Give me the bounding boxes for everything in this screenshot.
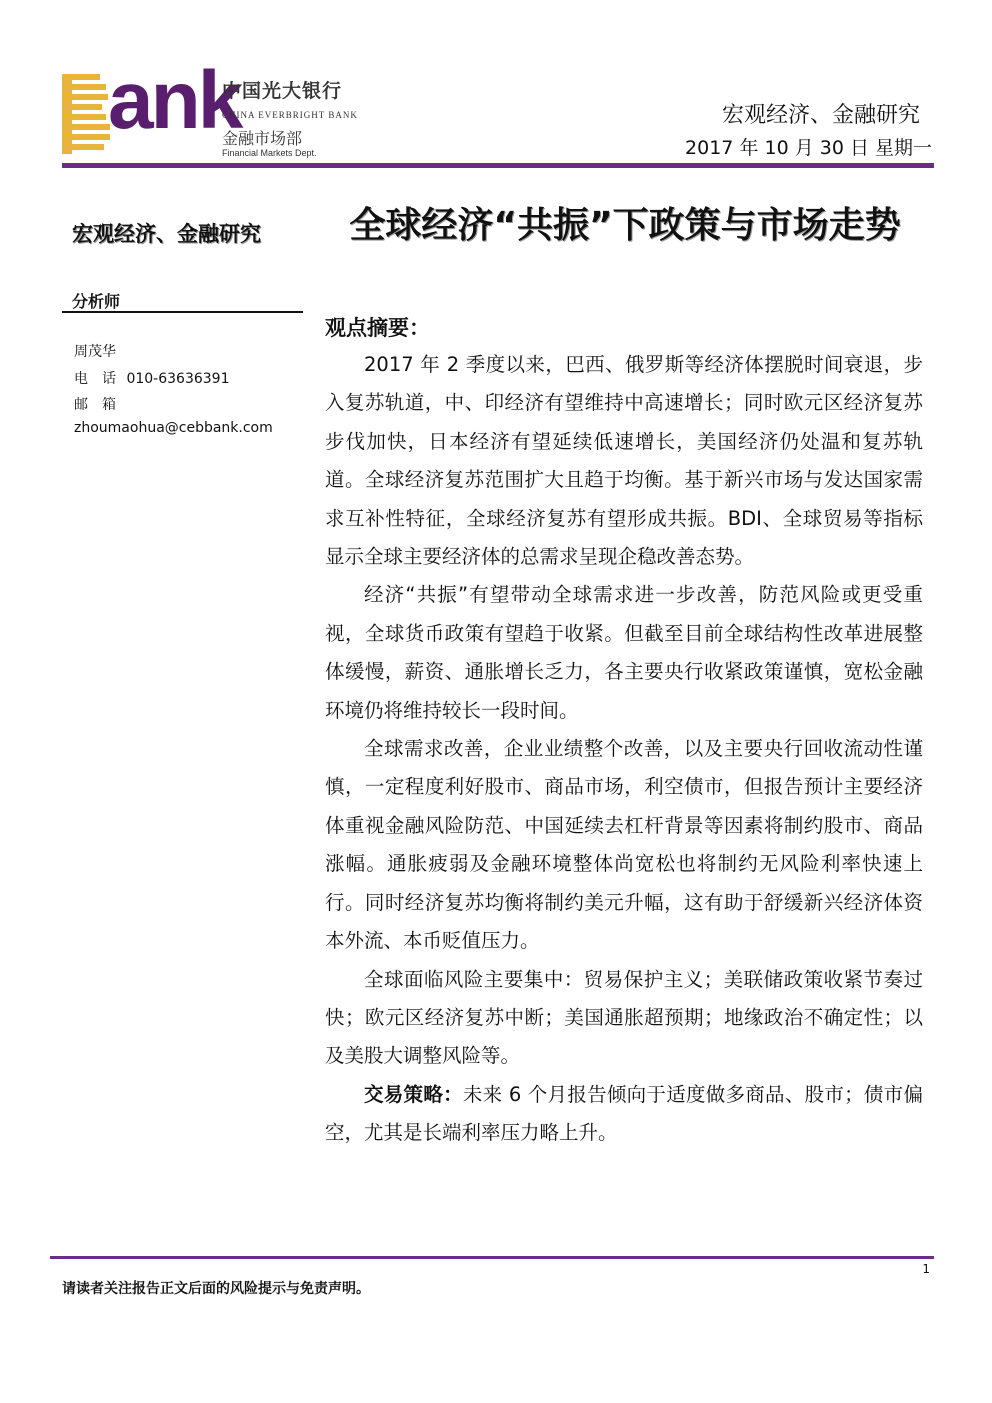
analyst-name: 周茂华 [74, 344, 116, 360]
dept-name-en: Financial Markets Dept. [222, 148, 317, 158]
sidebar-divider [62, 311, 303, 313]
phone-row [74, 368, 229, 388]
strategy-label: 交易策略： [364, 1082, 463, 1106]
disclaimer: 请读者关注报告正文后面的风险提示与免责声明。 [62, 1281, 370, 1297]
email-label: 邮 箱 [74, 397, 116, 413]
summary-paragraph-3: 全球需求改善，企业业绩整个改善，以及主要央行回收流动性谨慎，一定程度利好股市、商品市场，利空债市，但报告预计主要经济体重视金融风险防范、中国延续去杠杆背景等因素将制约股市、商品涨幅。通胀疲弱及金融环境整体尚宽松也将制约无风险利率快速上行。同时经济复苏均衡将制约美元升幅，这有助于舒缓新兴经济体资本外流、本币贬值压力。 [325, 737, 923, 953]
strategy-paragraph [325, 1076, 923, 1153]
summary-paragraph-2: 经济“共振”有望带动全球需求进一步改善，防范风险或更受重视，全球货币政策有望趋于收紧。但截至目前全球结构性改革进展整体缓慢，薪资、通胀增长乏力，各主要央行收紧政策谨慎，宽松金融环境仍将维持较长一段时间。 [325, 583, 923, 722]
bank-name-en: CHINA EVERBRIGHT BANK [222, 110, 358, 120]
sidebar-title: 宏观经济、金融研究 [72, 222, 261, 246]
header-title: 宏观经济、金融研究 [721, 103, 920, 128]
footer-rule [50, 1256, 934, 1259]
page-number: 1 [922, 1262, 930, 1276]
phone-number: 010-63636391 [126, 371, 230, 387]
phone-label: 电 话 [74, 371, 116, 387]
summary-body [325, 346, 923, 1153]
analyst-label: 分析师 [72, 292, 121, 311]
report-title: 全球经济“共振”下政策与市场走势 [349, 205, 901, 246]
header-date: 2017 年 10 月 30 日 星期一 [685, 137, 932, 159]
dept-name-cn: 金融市场部 [222, 129, 303, 148]
summary-paragraph-4: 全球面临风险主要集中：贸易保护主义；美联储政策收紧节奏过快；欧元区经济复苏中断；美国通胀超预期；地缘政治不确定性；以及美股大调整风险等。 [325, 967, 923, 1068]
summary-heading: 观点摘要： [325, 316, 430, 340]
bank-name-cn: 中国光大银行 [222, 80, 343, 102]
header-rule [62, 163, 934, 168]
summary-paragraph-1: 2017 年 2 季度以来，巴西、俄罗斯等经济体摆脱时间衰退，步入复苏轨道，中、印经济有望维持中高速增长；同时欧元区经济复苏步伐加快，日本经济有望延续低速增长，美国经济仍处温和复苏轨道。全球经济复苏范围扩大且趋于均衡。基于新兴市场与发达国家需求互补性特征，全球经济复苏有望形成共振。BDI、全球贸易等指标显示全球主要经济体的总需求呈现企稳改善态势。 [325, 353, 923, 569]
bank-logo [62, 55, 362, 162]
logo-b-mark [62, 74, 110, 154]
email-address[interactable]: zhoumaohua@cebbank.com [74, 420, 273, 436]
logo-wordmark: ank [108, 55, 241, 146]
strategy-text: 未来 6 个月报告倾向于适度做多商品、股市；债市偏空，尤其是长端利率压力略上升。 [325, 1082, 923, 1145]
